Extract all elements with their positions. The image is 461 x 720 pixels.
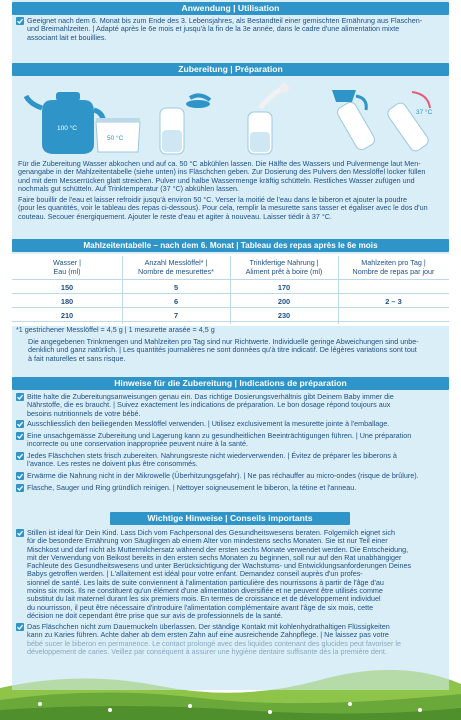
table-row: 180 xyxy=(60,297,74,306)
col-header-meals: Mahlzeiten pro Tag | Nombre de repas par jour xyxy=(338,256,449,278)
list-item: Eine unsachgemässe Zubereitung und Lagerung kann zu gesundheitlichen Beeinträchtigungen führen. | Une préparation incorrecte ou une conservation inappropriée peuvent nuire à la santé. xyxy=(16,432,446,449)
list-item: Ausschliesslich den beiliegenden Messlöffel verwenden. | Utilisez exclusivement la mesurette jointe à l'emballage. xyxy=(16,420,446,428)
list-item: Flasche, Sauger und Ring gründlich reinigen. | Nettoyer soigneusement le biberon, la tétine et l'anneau. xyxy=(16,484,446,492)
list-item: Bitte halte die Zubereitungsanweisungen genau ein. Das richtige Dosierungsverhältnis gibt Deinem Baby immer die Nährstoffe, die es braucht. | Suivez exactement les indications de préparation. Le bon dosage répond toujours aux besoins nutritionnels de votre bébé. xyxy=(16,393,446,418)
prep-header: Zubereitung | Préparation xyxy=(12,63,449,76)
temp-label-100: 100 °C xyxy=(57,125,77,132)
table-header: Mahlzeitentabelle – nach dem 6. Monat | Tableau des repas après le 6e mois xyxy=(12,239,449,252)
table-row: 170 xyxy=(277,283,291,292)
list-item: Erwärme die Nahrung nicht in der Mikrowelle (Überhitzungsgefahr). | Ne pas réchauffer au micro-ondes (risque de brûlure). xyxy=(16,472,446,480)
prep-text-fr: Faire bouillir de l'eau et laisser refroidir jusqu'à environ 50 °C. Verser la moitié de l'eau dans le biberon et ajouter la poudre (pour les quantités, voir le tableau des repas ci-dessous). Pour cela, remplir la mesurette sans tasser et égaliser avec le dos d'un couteau. Secouer énergiquement. Ajouter le reste d'eau et agiter à nouveau. Laisser tiédir à 37 °C. xyxy=(18,195,428,221)
table-note: *1 gestrichener Messlöffel = 4,5 g | 1 mesurette arasée = 4,5 g xyxy=(16,325,215,334)
important-header: Wichtige Hinweise | Conseils importants xyxy=(110,512,350,525)
important-text: Stillen ist ideal für Dein Kind. Lass Dich vom Fachpersonal des Gesundheitswesens beraten. Folgemilch eignet sich für die besondere Ernährung von Säuglingen ab einem Alter von mindestens sechs Monaten. Sie ist nur Teil einer Mischkost und darf nicht als Muttermilchersatz während der ersten sechs Monate verwendet werden. Die Entscheidung, mit der Verwendung von Beikost bereits in den ersten sechs Monaten zu beginnen, soll nur auf den Rat unabhängiger Fachleute des Gesundheitswesens und unter Berücksichtigung der Wachstums- und Entwicklungsanforderungen Deines Babys getroffen werden. | L'allaitement est idéal pour votre enfant. Demandez conseil auprès d'un profes- sionnel de santé. Les laits de suite conviennent à l'alimentation particulière des nourrissons à partir de l'âge d'au moins six mois. Ils ne constituent qu'un élément d'une alimentation diversifiée et ne peuvent être utilisés comme substitut du lait maternel durant les six premiers mois. En termes de croissance et de développement individuel du nourrisson, il peut être nécessaire d'introduire l'alimentation complémentaire avant l'âge de six mois, cette décision ne doit cependant être prise que sur avis de professionnels de la santé. xyxy=(16,529,446,620)
check-icon xyxy=(16,484,24,492)
table-row: 230 xyxy=(277,311,291,320)
col-header-ready: Trinkfertige Nahrung | Aliment prêt à boire (ml) xyxy=(230,256,338,278)
check-icon xyxy=(16,452,24,460)
hints-header: Hinweise für die Zubereitung | Indications de préparation xyxy=(12,377,449,390)
table-row: 150 xyxy=(60,283,74,292)
bottle-icon xyxy=(160,95,210,154)
col-header-water: Wasser | Eau (ml) xyxy=(12,256,122,278)
check-icon xyxy=(16,393,24,401)
table-row: 5 xyxy=(173,283,179,292)
kettle-icon xyxy=(26,92,104,154)
col-header-scoops: Anzahl Messlöffel* | Nombre de mesurettes* xyxy=(122,256,230,278)
important-text-2: Das Fläschchen nicht zum Dauernuckeln überlassen. Der ständige Kontakt mit kohlenhydrathaltigen Flüssigkeiten kann zu Karies führen. Achte daher ab dem ersten Zahn auf eine ausreichende Zahnpflege. | Ne laissez pas votre xyxy=(16,623,446,656)
usage-text: Geeignet nach dem 6. Monat bis zum Ende des 3. Lebensjahres, als Bestandteil einer gemischten Ernährung aus Flaschen- und Breimahlzeiten. | Adapté après le 6e mois et jusqu'à la fin de la 3e année, dans le cadre d'une alimentation mixte associant lait et bouillies. xyxy=(16,17,446,42)
feeding-bottle-icon xyxy=(385,92,430,153)
shake-bottle-icon xyxy=(332,90,377,152)
preparation-illustration xyxy=(12,78,449,158)
temp-label-37: 37 °C xyxy=(416,109,433,116)
meals-per-day: 2 – 3 xyxy=(385,297,402,306)
temp-label-50: 50 °C xyxy=(107,135,124,142)
panel-overlay xyxy=(12,640,449,690)
check-icon xyxy=(16,529,24,537)
table-row: 6 xyxy=(173,297,179,306)
table-row: 7 xyxy=(173,311,179,320)
table-explanation: Die angegebenen Trinkmengen und Mahlzeiten pro Tag sind nur Richtwerte. Individuelle geringe Abweichungen sind unbe- denklich und ganz natürlich. | Les quantités journalières ne sont données qu'à titre indicatif. De légères variations sont tout à fait naturelles et sans risque. xyxy=(28,337,419,363)
check-icon xyxy=(16,432,24,440)
check-icon xyxy=(16,17,24,25)
list-item: Jedes Fläschchen stets frisch zubereiten. Nahrungsreste nicht wiederverwenden. | Évitez de préparer les biberons à l'avance. Les restes ne doivent plus être consommés. xyxy=(16,452,446,469)
scoop-icon xyxy=(248,83,289,154)
table-row: 200 xyxy=(277,297,291,306)
check-icon xyxy=(16,420,24,428)
check-icon xyxy=(16,623,24,631)
check-icon xyxy=(16,472,24,480)
usage-header: Anwendung | Utilisation xyxy=(12,2,449,15)
table-row: 210 xyxy=(60,311,74,320)
prep-text-de: Für die Zubereitung Wasser abkochen und auf ca. 50 °C abkühlen lassen. Die Hälfte des Wassers und Pulvermenge laut Men- genangabe in der Mahlzeitentabelle (siehe unten) ins Fläschchen geben. Zur Dosierung des Pulvers den Messlöffel locker füllen und mit dem Messerrücken glatt streichen. Pulver und halbe Wassermenge kräftig schütteln. Restliches Wasser zufügen und nochmals gut schütteln. Auf Trinktemperatur (37 °C) abkühlen lassen. xyxy=(18,159,426,193)
